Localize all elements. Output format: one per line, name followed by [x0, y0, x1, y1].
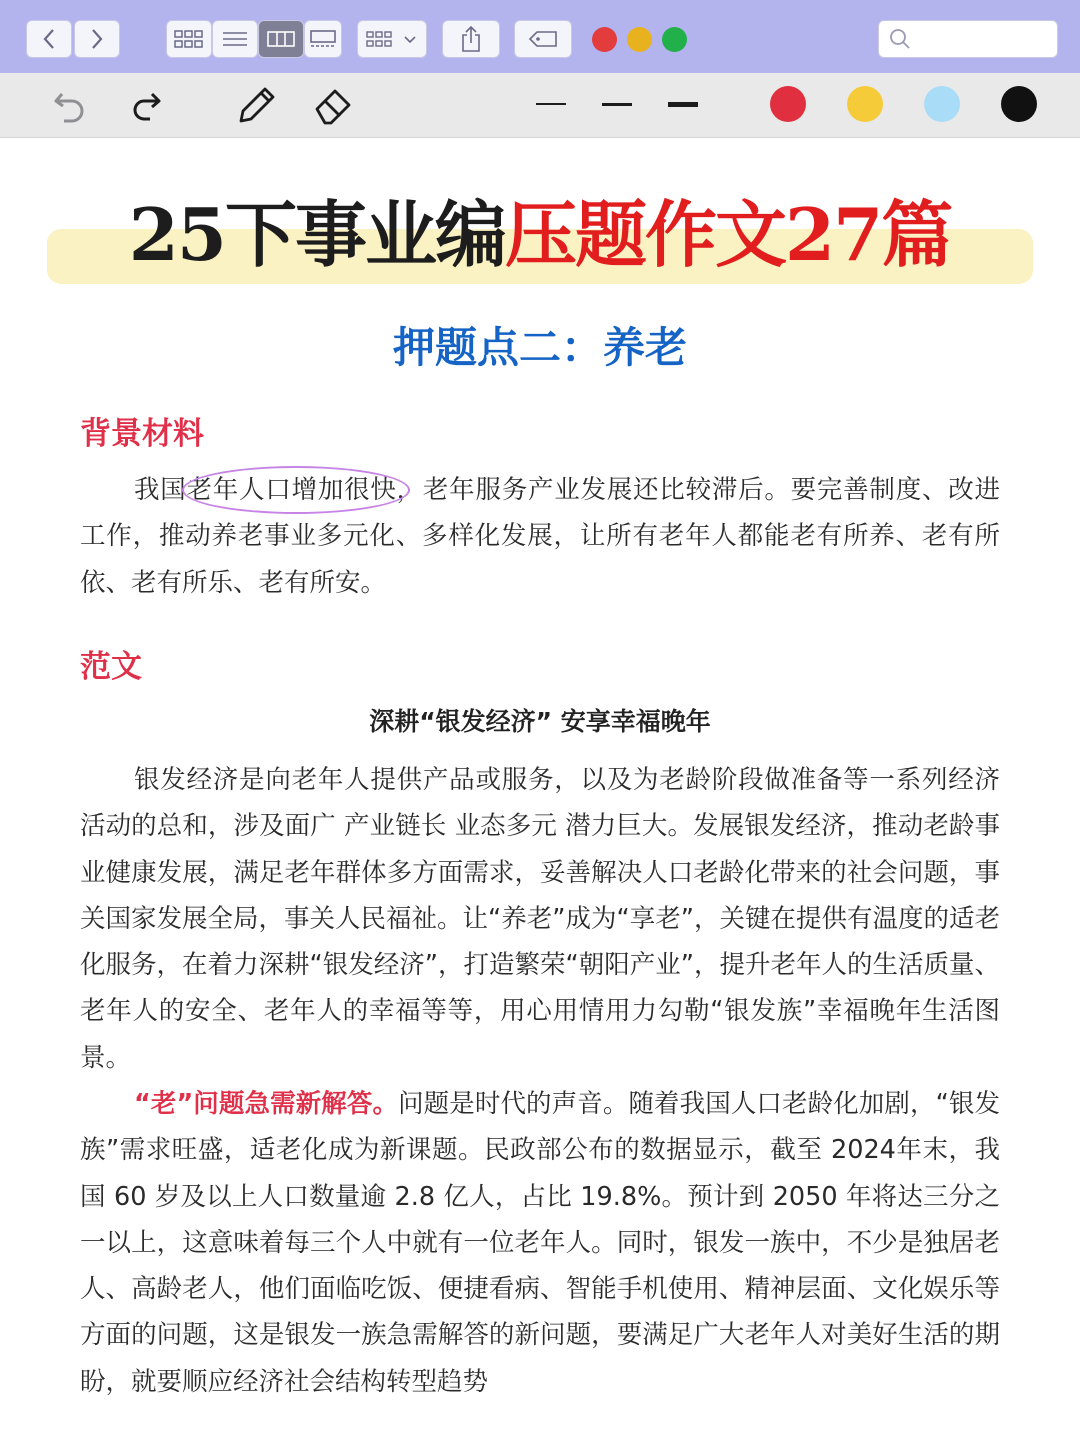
top-toolbar — [0, 0, 1080, 74]
essay-paragraph-2-lead: “老”问题急需新解答。 — [134, 1089, 399, 1119]
redo-icon — [128, 88, 164, 124]
color-black-swatch[interactable] — [1001, 86, 1037, 122]
grid-view-icon — [174, 29, 204, 49]
stroke-thin-line — [536, 103, 566, 105]
group-icon — [365, 29, 419, 49]
group-by-button[interactable] — [357, 20, 427, 58]
chevron-left-icon — [42, 28, 56, 50]
eraser-tool-button[interactable] — [310, 82, 356, 128]
eraser-icon — [311, 83, 355, 127]
tag-button[interactable] — [514, 20, 572, 58]
list-view-icon — [222, 30, 248, 48]
essay-paragraph-1: 银发经济是向老年人提供产品或服务，以及为老龄阶段做准备等一系列经济活动的总和，涉及面广 产业链长 业态多元 潜力巨大。发展银发经济，推动老龄事业健康发展，满足老年群体多方面需求，妥善解决人口老龄化带来的社会问题，事关国家发展全局，事关人民福祉。让“养老”成为“享老”，关键在提供有温度的适老化服务，在着力深耕“银发经济”，打造繁荣“朝阳产业”，提升老年人的生活质量、老年人的安全、老年人的幸福等等，用心用情用力勾勒“银发族”幸福晚年生活图景。 — [80, 765, 1000, 1073]
share-button[interactable] — [442, 20, 500, 58]
undo-icon — [52, 88, 88, 124]
tag-icon — [527, 29, 559, 49]
sample-heading: 范文 — [80, 649, 142, 685]
column-view-icon — [267, 30, 295, 48]
search-input[interactable] — [878, 20, 1058, 58]
pencil-icon — [233, 83, 277, 127]
list-view-button[interactable] — [212, 20, 258, 58]
stroke-thick-line — [668, 102, 698, 107]
title-black-part: 25下事业编 — [128, 192, 505, 277]
handwritten-circle-annotation — [182, 466, 410, 514]
essay-paragraph-2-body: 问题是时代的声音。随着我国人口老龄化加剧，“银发族”需求旺盛，适老化成为新课题。民政部公布的数据显示，截至 2024年末，我国 60 岁及以上人口数量逾 2.8 亿人，占比 19.8%。预计到 2050 年将达三分之一以上，这意味着每三个人中就有一位老年人。同时，银发一族中，不少是独居老人、高龄老人，他们面临吃饭、便捷看病、智能手机使用、精神层面、文化娱乐等方面的问题，这是银发一族急需解答的新问题，要满足广大老年人对美好生活的期盼，就要顺应经济社会结构转型趋势 — [80, 1089, 1000, 1397]
title-red-part: 压题作文27篇 — [505, 192, 952, 277]
grid-view-button[interactable] — [166, 20, 212, 58]
gallery-view-icon — [309, 29, 337, 49]
stroke-medium-button[interactable] — [600, 92, 634, 116]
background-text: 我国老年人口增加很快，老年服务产业发展还比较滞后。要完善制度、改进工作，推动养老事业多元化、多样化发展，让所有老年人都能老有所养、老有所依、老有所乐、老有所安。 — [80, 475, 1000, 598]
close-window-dot[interactable] — [592, 27, 617, 52]
subtitle: 押题点二：养老 — [392, 323, 687, 372]
undo-button[interactable] — [50, 86, 90, 126]
forward-button[interactable] — [74, 20, 120, 58]
chevron-right-icon — [90, 28, 104, 50]
zoom-window-dot[interactable] — [662, 27, 687, 52]
gallery-view-button[interactable] — [304, 20, 342, 58]
stroke-medium-line — [602, 103, 632, 106]
essay-paragraph-2 — [80, 1081, 1000, 1405]
search-icon — [887, 26, 913, 52]
background-heading: 背景材料 — [80, 416, 204, 452]
redo-button[interactable] — [126, 86, 166, 126]
color-red-swatch[interactable] — [770, 86, 806, 122]
essay-title: 深耕“银发经济” 安享幸福晚年 — [369, 707, 711, 736]
minimize-window-dot[interactable] — [627, 27, 652, 52]
page-title — [0, 190, 1080, 280]
back-button[interactable] — [26, 20, 72, 58]
color-yellow-swatch[interactable] — [847, 86, 883, 122]
column-view-button[interactable] — [258, 20, 304, 58]
share-icon — [459, 25, 483, 53]
pen-tool-button[interactable] — [232, 82, 278, 128]
stroke-thin-button[interactable] — [534, 92, 568, 116]
color-blue-swatch[interactable] — [924, 86, 960, 122]
stroke-thick-button[interactable] — [666, 92, 700, 116]
